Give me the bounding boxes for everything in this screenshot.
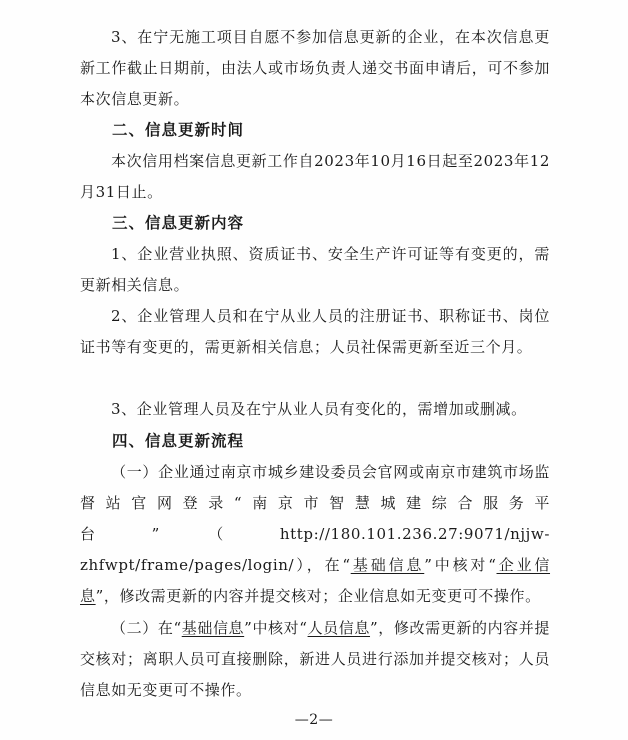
paragraph-item-3-text: 3、在宁无施工项目自愿不参加信息更新的企业，在本次信息更新工作截止日期前，由法人或市场负责人递交书面申请后，可不参加本次信息更新。 [80, 28, 550, 108]
paragraph-content-1 [80, 239, 550, 301]
paragraph-flow-1 [80, 457, 550, 612]
flow-1-mid-text: ”中核对“ [424, 556, 497, 574]
section-3-heading: 三、信息更新内容 [112, 214, 245, 232]
flow-1-tail-text: ”，修改需更新的内容并提交核对；企业信息如无变更可不操作。 [95, 587, 541, 605]
flow-2-mid-text: ”中核对“ [244, 619, 308, 637]
flow-2-personnel-info-label: 人员信息 [307, 619, 371, 637]
paragraph-content-2 [80, 301, 550, 363]
paragraph-item-3 [80, 22, 550, 115]
paragraph-content-3 [80, 394, 550, 425]
content-1-text: 1、企业营业执照、资质证书、安全生产许可证等有变更的，需更新相关信息。 [80, 245, 550, 294]
paragraph-update-time [80, 146, 550, 208]
page-number: —2— [294, 712, 334, 728]
update-time-text: 本次信用档案信息更新工作自2023年10月16日起至2023年12月31日止。 [80, 152, 550, 201]
section-2-heading: 二、信息更新时间 [112, 121, 245, 139]
section-4-heading: 四、信息更新流程 [112, 432, 245, 450]
flow-1-intro-text: （一）企业通过南京市城乡建设委员会官网或南京市建筑市场监督站官网登录“南京市智慧城建综合服务平台”（http://180.101.236.27:9071/njjw-zhfwpt/frame/pages/login/），在 [80, 463, 550, 574]
content-3-text: 3、企业管理人员及在宁从业人员有变化的，需增加或删减。 [111, 400, 527, 418]
paragraph-flow-2 [80, 613, 550, 706]
flow-2-basic-info-label: 基础信息 [181, 619, 245, 637]
flow-1-company-info-label: 企业信息 [80, 556, 551, 605]
flow-2-tail-text: ”，修改需更新的内容并提交核对；离职人员可直接删除，新进人员进行添加并提交核对；人员信息如无变更可不操作。 [80, 619, 550, 699]
flow-1-basic-info-label: 基础信息 [350, 556, 425, 574]
flow-1-quote-open: “ [342, 556, 351, 574]
content-2-text: 2、企业管理人员和在宁从业人员的注册证书、职称证书、岗位证书等有变更的，需更新相关信息；人员社保需更新至近三个月。 [80, 307, 550, 356]
flow-2-intro-text: （二）在“ [111, 619, 182, 637]
